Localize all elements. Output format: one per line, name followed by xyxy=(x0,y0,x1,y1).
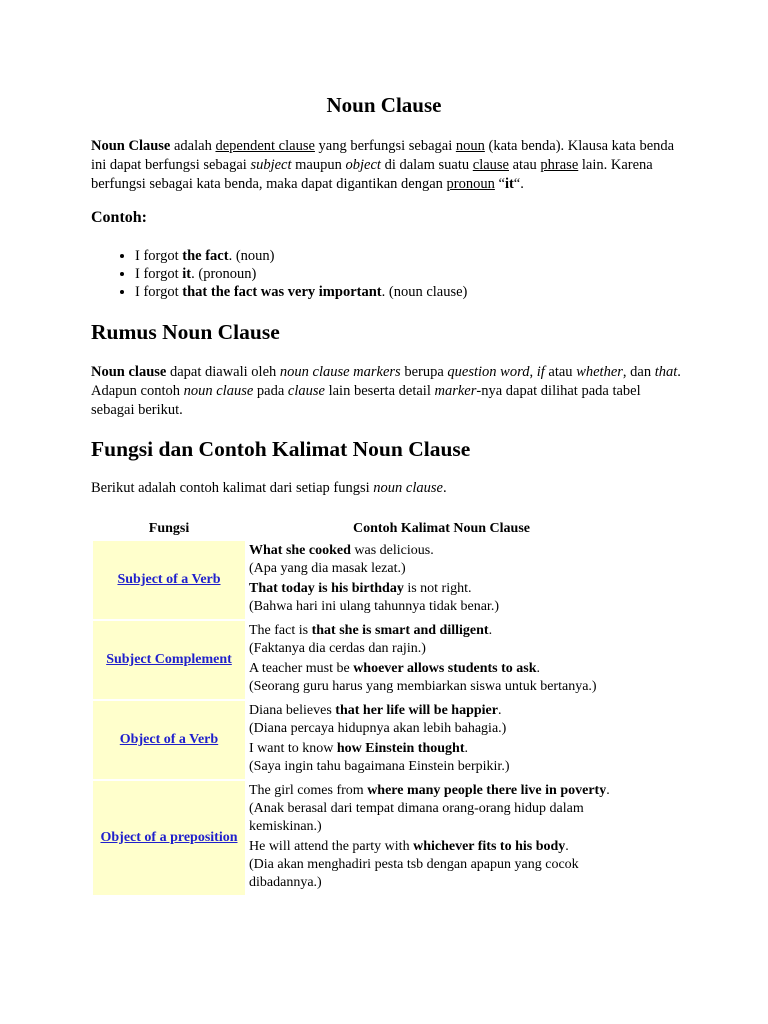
sentence-text: . xyxy=(565,839,569,854)
example-text: I forgot xyxy=(135,284,183,300)
intro-text: atau xyxy=(509,157,541,173)
rumus-text: lain beserta detail xyxy=(324,383,435,399)
sentence-text: . xyxy=(536,661,540,676)
table-row xyxy=(93,701,636,779)
sentence-text: Diana believes xyxy=(249,703,336,718)
example-text: . (noun) xyxy=(228,248,275,264)
table-header-row xyxy=(93,519,636,539)
fungsi-intro-text: Berikut adalah contoh kalimat dari setiap fungsi xyxy=(91,480,374,496)
rumus-term: Noun clause xyxy=(91,364,167,380)
page-title: Noun Clause xyxy=(326,93,442,117)
sentence-translation: (Bahwa hari ini ulang tahunnya tidak benar.) xyxy=(249,599,499,614)
intro-text: “ xyxy=(494,176,505,192)
sentence-clause: how Einstein thought xyxy=(336,741,465,756)
example-sentence xyxy=(249,838,634,892)
sentence-translation: (Diana percaya hidupnya akan lebih bahagia.) xyxy=(249,721,507,736)
table-row xyxy=(93,541,636,619)
link-dependent-clause[interactable]: dependent clause xyxy=(215,138,315,154)
column-header-contoh: Contoh Kalimat Noun Clause xyxy=(353,521,530,536)
example-sentence xyxy=(249,740,634,776)
intro-it: it xyxy=(504,176,514,192)
example-bold: it xyxy=(182,266,192,282)
fungsi-link-object-of-preposition[interactable]: Object of a preposition xyxy=(93,781,245,895)
table-row xyxy=(93,781,636,895)
fungsi-intro-italic: noun clause xyxy=(373,480,443,496)
intro-text: (kata benda). Klausa kata benda ini dapat berfungsi sebagai xyxy=(91,138,675,173)
rumus-italic: if xyxy=(536,364,545,380)
sentence-text: The fact is xyxy=(249,623,312,638)
example-bold: that the fact was very important xyxy=(182,284,382,300)
sentence-translation: (Dia akan menghadiri pesta tsb dengan apapun yang cocok dibadannya.) xyxy=(249,857,579,890)
sentence-text: . xyxy=(606,783,610,798)
rumus-italic: marker xyxy=(434,383,477,399)
sentence-clause: that her life will be happier xyxy=(335,703,498,718)
rumus-italic: question word xyxy=(447,364,530,380)
link-clause[interactable]: clause xyxy=(472,157,509,173)
sentence-text: A teacher must be xyxy=(249,661,354,676)
rumus-text: pada xyxy=(253,383,288,399)
example-cell xyxy=(247,621,636,699)
intro-text: adalah xyxy=(170,138,216,154)
example-bold: the fact xyxy=(182,248,229,264)
example-sentence xyxy=(249,542,634,578)
intro-text: “. xyxy=(513,176,524,192)
sentence-clause: What she cooked xyxy=(249,543,351,558)
example-sentence xyxy=(249,782,634,836)
rumus-text: berupa xyxy=(400,364,448,380)
link-pronoun[interactable]: pronoun xyxy=(446,176,495,192)
fungsi-link-subject-complement[interactable]: Subject Complement xyxy=(93,621,245,699)
sentence-text: I want to know xyxy=(249,741,337,756)
list-item xyxy=(135,283,467,301)
sentence-clause: where many people there live in poverty xyxy=(367,783,607,798)
rumus-italic: noun clause markers xyxy=(279,364,401,380)
intro-object: object xyxy=(345,157,381,173)
rumus-italic: noun clause xyxy=(183,383,254,399)
sentence-clause: whoever allows students to ask xyxy=(353,661,537,676)
rumus-paragraph xyxy=(91,363,681,420)
rumus-text: atau xyxy=(544,364,577,380)
fungsi-table xyxy=(91,517,638,897)
example-cell xyxy=(247,781,636,895)
example-sentence xyxy=(249,622,634,658)
fungsi-intro-text: . xyxy=(442,480,447,496)
sentence-translation: (Faktanya dia cerdas dan rajin.) xyxy=(249,641,426,656)
fungsi-intro xyxy=(91,480,447,497)
sentence-text: . xyxy=(464,741,468,756)
list-item xyxy=(135,265,467,283)
fungsi-link-subject-of-verb[interactable]: Subject of a Verb xyxy=(93,541,245,619)
sentence-clause: That today is his birthday xyxy=(249,581,404,596)
sentence-translation: (Saya ingin tahu bagaimana Einstein berpikir.) xyxy=(249,759,510,774)
sentence-text: . xyxy=(497,703,502,718)
sentence-translation: (Seorang guru harus yang membiarkan siswa untuk bertanya.) xyxy=(249,679,597,694)
sentence-clause: whichever fits to his body xyxy=(413,839,566,854)
intro-text: lain. Karena berfungsi sebagai kata benda, maka dapat digantikan dengan xyxy=(91,157,653,192)
example-sentence xyxy=(249,660,634,696)
sentence-text: He will attend the party with xyxy=(249,839,414,854)
intro-term: Noun Clause xyxy=(91,138,171,154)
example-sentence xyxy=(249,702,634,738)
contoh-heading: Contoh: xyxy=(91,209,148,226)
intro-text: di dalam suatu xyxy=(380,157,473,173)
rumus-text: . Adapun contoh xyxy=(91,364,681,399)
rumus-heading: Rumus Noun Clause xyxy=(91,320,280,344)
example-cell xyxy=(247,701,636,779)
example-sentence xyxy=(249,580,634,616)
column-header-fungsi: Fungsi xyxy=(148,521,190,536)
fungsi-link-object-of-verb[interactable]: Object of a Verb xyxy=(93,701,245,779)
rumus-italic: clause xyxy=(287,383,325,399)
fungsi-heading: Fungsi dan Contoh Kalimat Noun Clause xyxy=(91,437,471,461)
link-noun[interactable]: noun xyxy=(455,138,485,154)
intro-text: yang berfungsi sebagai xyxy=(314,138,456,154)
example-text: . (noun clause) xyxy=(381,284,468,300)
example-cell xyxy=(247,541,636,619)
sentence-translation: (Apa yang dia masak lezat.) xyxy=(249,561,406,576)
rumus-text: dapat diawali oleh xyxy=(166,364,280,380)
sentence-text: is not right. xyxy=(403,581,472,596)
rumus-text: , dan xyxy=(622,364,655,380)
example-text: I forgot xyxy=(135,266,183,282)
sentence-clause: that she is smart and dilligent xyxy=(311,623,489,638)
example-text: . (pronoun) xyxy=(191,266,257,282)
sentence-text: . xyxy=(488,623,493,638)
link-phrase[interactable]: phrase xyxy=(540,157,579,173)
sentence-text: The girl comes from xyxy=(249,783,368,798)
intro-paragraph xyxy=(91,137,691,194)
intro-text: maupun xyxy=(291,157,346,173)
sentence-text: was delicious. xyxy=(350,543,434,558)
rumus-italic: whether xyxy=(576,364,623,380)
rumus-text: -nya dapat dilihat pada tabel sebagai berikut. xyxy=(91,383,641,418)
rumus-italic: that xyxy=(654,364,678,380)
sentence-translation: (Anak berasal dari tempat dimana orang-orang hidup dalam kemiskinan.) xyxy=(249,801,584,834)
table-row xyxy=(93,621,636,699)
rumus-text: , xyxy=(529,364,537,380)
list-item xyxy=(135,247,467,265)
example-list xyxy=(91,247,467,301)
intro-subject: subject xyxy=(250,157,292,173)
example-text: I forgot xyxy=(135,248,183,264)
